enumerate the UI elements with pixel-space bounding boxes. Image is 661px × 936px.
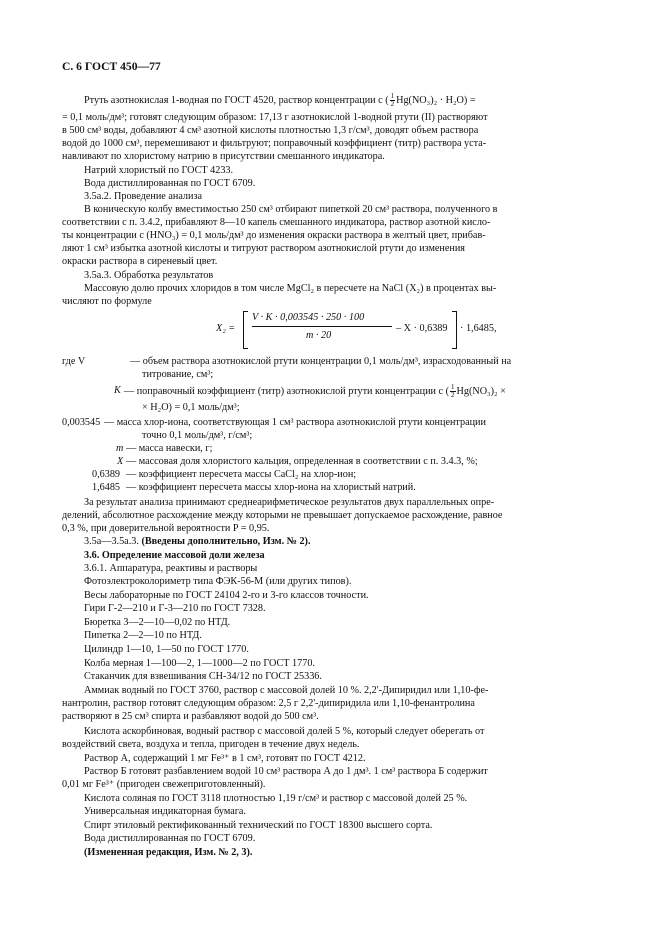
text-line: Вода дистиллированная по ГОСТ 6709. xyxy=(84,178,256,189)
formula-bracket-right xyxy=(452,311,457,349)
text-line: в 500 см³ воды, добавляют 4 см³ азотной кислоты плотностью 1,3 г/см³, доводят объем раствора xyxy=(62,125,479,136)
text-line: 0,01 мг Fe³⁺ (пригоден свежеприготовленный). xyxy=(62,779,266,790)
text-line: Аммиак водный по ГОСТ 3760, раствор с массовой долей 10 %. 2,2'-Дипиридил или 1,10-фе- xyxy=(84,685,489,696)
text-line: Колба мерная 1—100—2, 1—1000—2 по ГОСТ 1770. xyxy=(84,658,315,669)
text-line: числяют по формуле xyxy=(62,296,152,307)
definition-text: титрование, см³; xyxy=(142,369,214,380)
definition-text: — массовая доля хлористого кальция, определенная в соответствии с п. 3.4.3, %; xyxy=(126,456,478,467)
text-line: окраски раствора в сиреневый цвет. xyxy=(62,256,218,267)
definition-text: — масса навески, г; xyxy=(126,443,213,454)
definition-term: где V xyxy=(62,356,86,367)
definition-term: 0,6389 xyxy=(92,469,121,480)
text-line: делений, абсолютное расхождение между которыми не превышает допускаемое расхождение, равное xyxy=(62,510,503,521)
definition-term: m xyxy=(116,443,124,454)
text-line: Цилиндр 1—10, 1—50 по ГОСТ 1770. xyxy=(84,644,249,655)
text-line: Натрий хлористый по ГОСТ 4233. xyxy=(84,165,234,176)
amendment-note: (Измененная редакция, Изм. № 2, 3). xyxy=(84,847,253,858)
subsection-heading: 3.6.1. Аппаратура, реактивы и растворы xyxy=(84,563,258,574)
text-line: Раствор Б готовят разбавлением водой 10 см³ раствора А до 1 дм³. 1 см³ раствора Б содержит xyxy=(84,766,488,777)
text-line: Спирт этиловый ректификованный технический по ГОСТ 18300 высшего сорта. xyxy=(84,820,433,831)
subsection-heading: 3.5а.3. Обработка результатов xyxy=(84,270,214,281)
definition-term: X xyxy=(117,456,124,467)
formula xyxy=(206,310,506,352)
subsection-heading: 3.5а.2. Проведение анализа xyxy=(84,191,203,202)
fraction-half: $\frac{1}{2}$ xyxy=(390,92,395,108)
text-line: водой до 1000 см³, перемешивают и фильтруют; поправочный коэффициент (титр) раствора уста- xyxy=(62,138,487,149)
definition-text: — масса хлор-иона, соответствующая 1 см³ раствора азотнокислой ртути концентрации xyxy=(104,417,486,428)
fraction-bar xyxy=(252,326,392,327)
text-line: = 0,1 моль/дм³; готовят следующим образом: 17,13 г азотнокислой 1-водной ртути (II) растворяют xyxy=(62,112,488,123)
text-line: навливают по хлористому натрию в присутствии смешанного индикатора. xyxy=(62,151,385,162)
definition-text: точно 0,1 моль/дм³, г/см³; xyxy=(142,430,253,441)
text-line: Универсальная индикаторная бумага. xyxy=(84,806,246,817)
definition-term: 0,003545 xyxy=(62,417,101,428)
text-line: Гири Г-2—210 и Г-3—210 по ГОСТ 7328. xyxy=(84,603,266,614)
formula-tail: · 1,6485, xyxy=(460,323,497,334)
definition-term: 1,6485 xyxy=(92,482,121,493)
formula-lhs: X₂ = xyxy=(216,323,236,334)
formula-denominator: m · 20 xyxy=(306,330,332,341)
text-line: 0,3 %, при доверительной вероятности P = 0,95. xyxy=(62,523,270,534)
page-header: С. 6 ГОСТ 450—77 xyxy=(62,60,161,73)
text-line: Стаканчик для взвешивания СН-34/12 по ГОСТ 25336. xyxy=(84,671,322,682)
formula-subtraction: – X · 0,6389 xyxy=(396,323,448,334)
text-line: ты концентрации c (HNO₃) = 0,1 моль/дм³ до изменения окраски раствора в желтый цвет, прибав- xyxy=(62,230,486,241)
text-line: В коническую колбу вместимостью 250 см³ отбирают пипеткой 20 см³ раствора, полученного в xyxy=(84,204,498,215)
definition-text: — коэффициент пересчета массы CaCl₂ на хлор-ион; xyxy=(126,469,357,480)
text-line: Весы лабораторные по ГОСТ 24104 2-го и 3-го классов точности. xyxy=(84,590,369,601)
formula-numerator: V · K · 0,003545 · 250 · 100 xyxy=(252,312,365,323)
amendment-note: 3.5а—3.5а.3. (Введены дополнительно, Изм. № 2). xyxy=(84,536,311,547)
text-line: Ртуть азотнокислая 1-водная по ГОСТ 4520, раствор концентрации c ( $\frac{1}{2}$ Hg(NO₃)₂ · H₂O) = xyxy=(84,92,476,108)
formula-bracket-left xyxy=(243,311,248,349)
text-line: Раствор А, содержащий 1 мг Fe³⁺ в 1 см³, готовят по ГОСТ 4212. xyxy=(84,753,366,764)
text-line: Вода дистиллированная по ГОСТ 6709. xyxy=(84,833,256,844)
section-heading: 3.6. Определение массовой доли железа xyxy=(84,550,265,561)
definition-term: K xyxy=(114,385,121,396)
definition-text: — поправочный коэффициент (титр) азотнокислой ртути концентрации c ( $\frac{1}{2}$ Hg(NO₃)₂ × xyxy=(124,383,506,399)
text-line: Фотоэлектроколориметр типа ФЭК-56-М (или других типов). xyxy=(84,576,352,587)
text-line: воздействий света, воздуха и тепла, пригоден в течение двух недель. xyxy=(62,739,360,750)
text-line: ляют 1 см³ избытка азотной кислоты и титруют раствором азотнокислой ртути до изменения xyxy=(62,243,465,254)
definition-text: — объем раствора азотнокислой ртути концентрации 0,1 моль/дм³, израсходованный на xyxy=(130,356,512,367)
fraction-half: $\frac{1}{2}$ xyxy=(451,383,455,399)
text-line: Кислота соляная по ГОСТ 3118 плотностью 1,19 г/см³ и раствор с массовой долей 25 %. xyxy=(84,793,468,804)
definition-text: — коэффициент пересчета массы хлор-иона на хлористый натрий. xyxy=(126,482,416,493)
text-line: соответствии с п. 3.4.2, прибавляют 8—10 капель смешанного индикатора, раствор азотной кисло- xyxy=(62,217,491,228)
text-line: Пипетка 2—2—10 по НТД. xyxy=(84,630,202,641)
text-line: нантролин, раствор готовят следующим образом: 2,5 г 2,2'-дипиридила или 1,10-фенантролина xyxy=(62,698,475,709)
text-line: За результат анализа принимают среднеарифметическое результатов двух параллельных опре- xyxy=(84,497,495,508)
definition-text: × H₂O) = 0,1 моль/дм³; xyxy=(142,402,240,413)
text-line: растворяют в 25 см³ спирта и разбавляют водой до 500 см³. xyxy=(62,711,319,722)
text-line: Бюретка 3—2—10—0,02 по НТД. xyxy=(84,617,231,628)
text-line: Кислота аскорбиновая, водный раствор с массовой долей 5 %, который следует оберегать от xyxy=(84,726,485,737)
text-line: Массовую долю прочих хлоридов в том числе MgCl₂ в пересчете на NaCl (X₂) в процентах вы- xyxy=(84,283,497,294)
